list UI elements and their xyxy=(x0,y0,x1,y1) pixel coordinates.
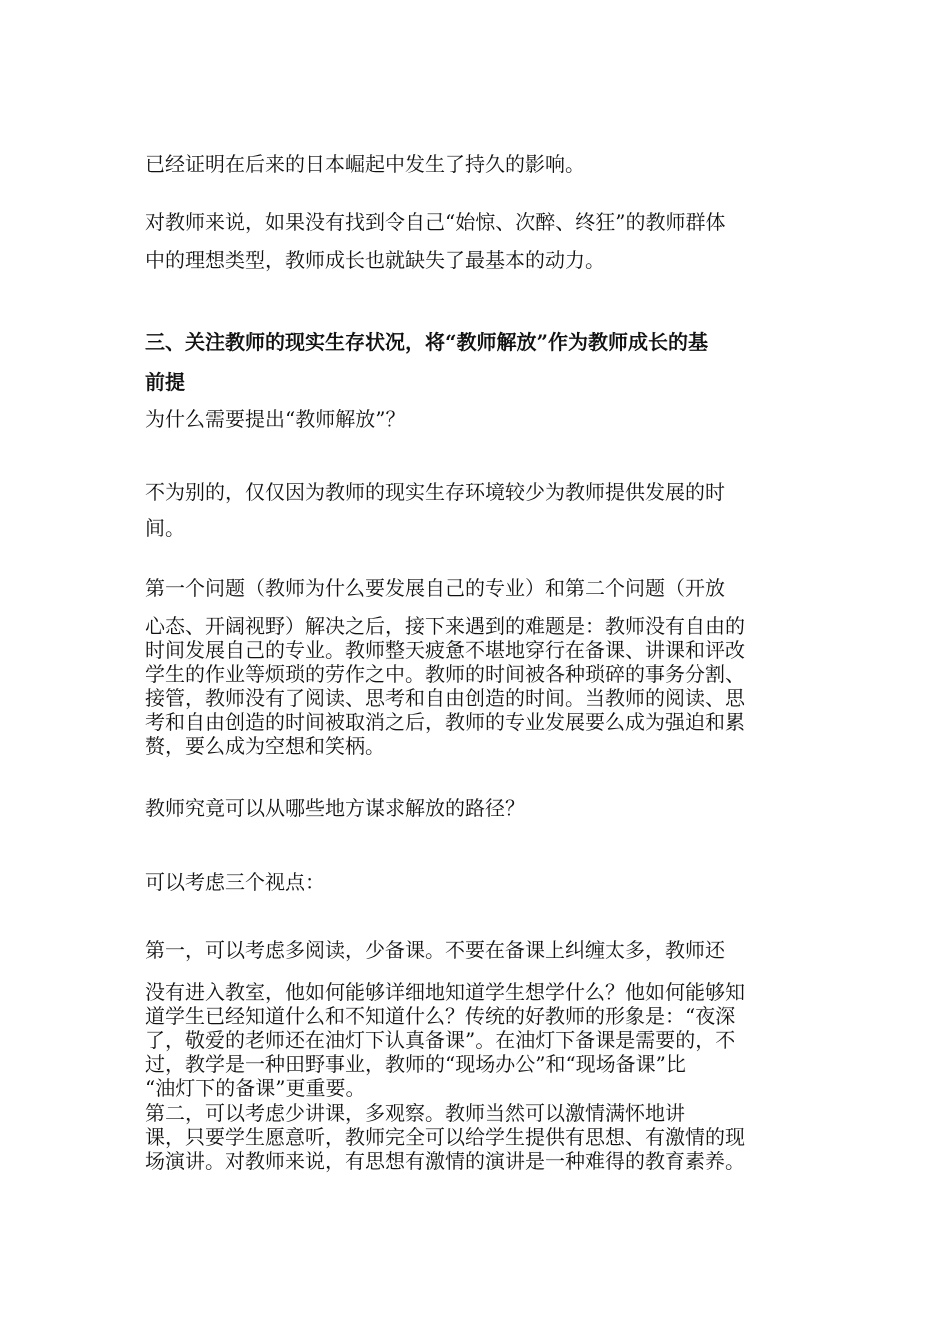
paragraph-line: 学生的作业等烦琐的劳作之中。教师的时间被各种琐碎的事务分割、 xyxy=(145,662,745,686)
paragraph-line: 赘，要么成为空想和笑柄。 xyxy=(145,734,385,758)
section-heading: 三、关注教师的现实生存状况，将“教师解放”作为教师成长的基 xyxy=(145,330,709,354)
paragraph-line: 了，敬爱的老师还在油灯下认真备课”。在油灯下备课是需要的，不 xyxy=(145,1028,736,1052)
paragraph-line: 中的理想类型，教师成长也就缺失了最基本的动力。 xyxy=(145,248,605,272)
paragraph-line: 没有进入教室，他如何能够详细地知道学生想学什么？他如何能够知 xyxy=(145,980,745,1004)
paragraph-line: 课，只要学生愿意听，教师完全可以给学生提供有思想、有激情的现 xyxy=(145,1125,745,1149)
paragraph-line: 第一个问题（教师为什么要发展自己的专业）和第二个问题（开放 xyxy=(145,576,725,600)
paragraph-line: “油灯下的备课”更重要。 xyxy=(145,1076,366,1100)
paragraph-line: 心态、开阔视野）解决之后，接下来遇到的难题是：教师没有自由的 xyxy=(145,614,745,638)
paragraph-line: 教师究竟可以从哪些地方谋求解放的路径？ xyxy=(145,796,525,820)
paragraph-line: 已经证明在后来的日本崛起中发生了持久的影响。 xyxy=(145,152,585,176)
paragraph-line: 考和自由创造的时间被取消之后，教师的专业发展要么成为强迫和累 xyxy=(145,710,745,734)
paragraph-line: 道学生已经知道什么和不知道什么？传统的好教师的形象是：“夜深 xyxy=(145,1004,736,1028)
section-heading-continued: 前提 xyxy=(145,370,185,394)
paragraph-line: 对教师来说，如果没有找到令自己“始惊、次醉、终狂”的教师群体 xyxy=(145,210,726,234)
paragraph-line: 第二，可以考虑少讲课，多观察。教师当然可以激情满怀地讲 xyxy=(145,1101,685,1125)
paragraph-line: 接管，教师没有了阅读、思考和自由创造的时间。当教师的阅读、思 xyxy=(145,686,745,710)
paragraph-line: 时间发展自己的专业。教师整天疲惫不堪地穿行在备课、讲课和评改 xyxy=(145,638,745,662)
paragraph-line: 可以考虑三个视点： xyxy=(145,870,325,894)
paragraph-line: 过，教学是一种田野事业，教师的“现场办公”和“现场备课”比 xyxy=(145,1052,686,1076)
paragraph-line: 间。 xyxy=(145,516,185,540)
paragraph-line: 场演讲。对教师来说，有思想有激情的演讲是一种难得的教育素养。 xyxy=(145,1149,745,1173)
paragraph-line: 第一，可以考虑多阅读，少备课。不要在备课上纠缠太多，教师还 xyxy=(145,938,725,962)
paragraph-line: 为什么需要提出“教师解放”？ xyxy=(145,407,406,431)
paragraph-line: 不为别的，仅仅因为教师的现实生存环境较少为教师提供发展的时 xyxy=(145,480,725,504)
